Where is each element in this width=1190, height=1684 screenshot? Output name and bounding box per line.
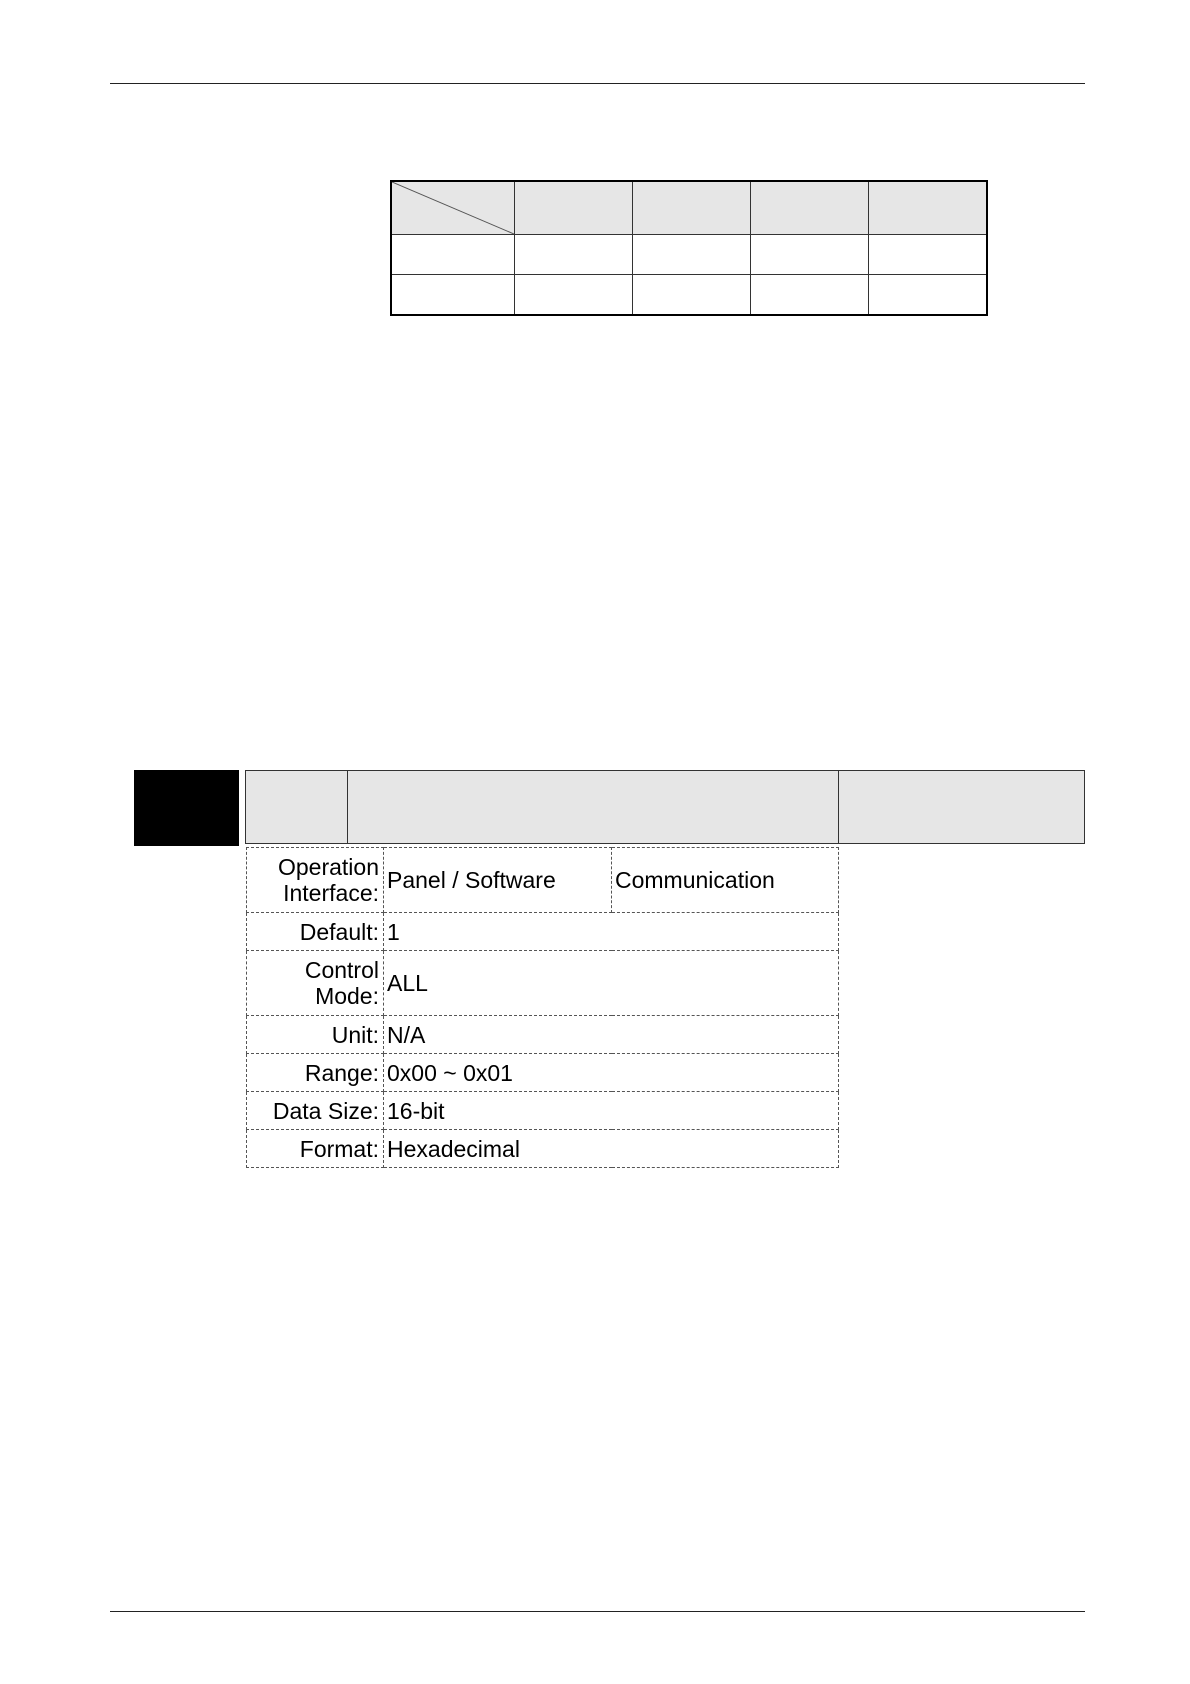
property-row-default bbox=[247, 913, 839, 951]
diagonal-line bbox=[392, 182, 514, 234]
parameter-tab-marker bbox=[134, 770, 239, 846]
table-cell bbox=[391, 275, 515, 316]
property-row-unit bbox=[247, 1016, 839, 1054]
header-cell bbox=[751, 181, 869, 235]
table-cell bbox=[869, 235, 988, 275]
property-label: Data Size: bbox=[247, 1092, 384, 1130]
property-value: Hexadecimal bbox=[384, 1130, 839, 1168]
table-cell bbox=[633, 275, 751, 316]
table-header-row bbox=[391, 181, 987, 235]
property-row-control-mode bbox=[247, 951, 839, 1016]
property-row-format bbox=[247, 1130, 839, 1168]
header-divider bbox=[838, 771, 839, 843]
property-row-range bbox=[247, 1054, 839, 1092]
header-cell bbox=[515, 181, 633, 235]
property-value: N/A bbox=[384, 1016, 839, 1054]
corner-cell bbox=[391, 181, 515, 235]
table-cell bbox=[633, 235, 751, 275]
property-value: 16-bit bbox=[384, 1092, 839, 1130]
property-value: 0x00 ~ 0x01 bbox=[384, 1054, 839, 1092]
property-value-communication: Communication bbox=[612, 848, 839, 913]
parameter-header-bar bbox=[245, 770, 1085, 844]
parameter-properties-table bbox=[246, 847, 839, 1168]
table-row bbox=[391, 235, 987, 275]
table-cell bbox=[751, 235, 869, 275]
property-value-panel-software: Panel / Software bbox=[384, 848, 612, 913]
table-cell bbox=[391, 235, 515, 275]
property-row-operation-interface bbox=[247, 848, 839, 913]
property-label: Range: bbox=[247, 1054, 384, 1092]
table-cell bbox=[869, 275, 988, 316]
property-label: Control Mode: bbox=[247, 951, 384, 1016]
table-cell bbox=[515, 275, 633, 316]
property-value: 1 bbox=[384, 913, 839, 951]
property-label: Operation Interface: bbox=[247, 848, 384, 913]
settings-grid-table bbox=[390, 180, 988, 316]
header-divider bbox=[347, 771, 348, 843]
table-row bbox=[391, 275, 987, 316]
property-label: Format: bbox=[247, 1130, 384, 1168]
table-cell bbox=[515, 235, 633, 275]
header-cell bbox=[633, 181, 751, 235]
property-row-data-size bbox=[247, 1092, 839, 1130]
header-rule bbox=[110, 83, 1085, 84]
property-value: ALL bbox=[384, 951, 839, 1016]
footer-rule bbox=[110, 1611, 1085, 1612]
table-cell bbox=[751, 275, 869, 316]
header-cell bbox=[869, 181, 988, 235]
property-label: Default: bbox=[247, 913, 384, 951]
property-label: Unit: bbox=[247, 1016, 384, 1054]
